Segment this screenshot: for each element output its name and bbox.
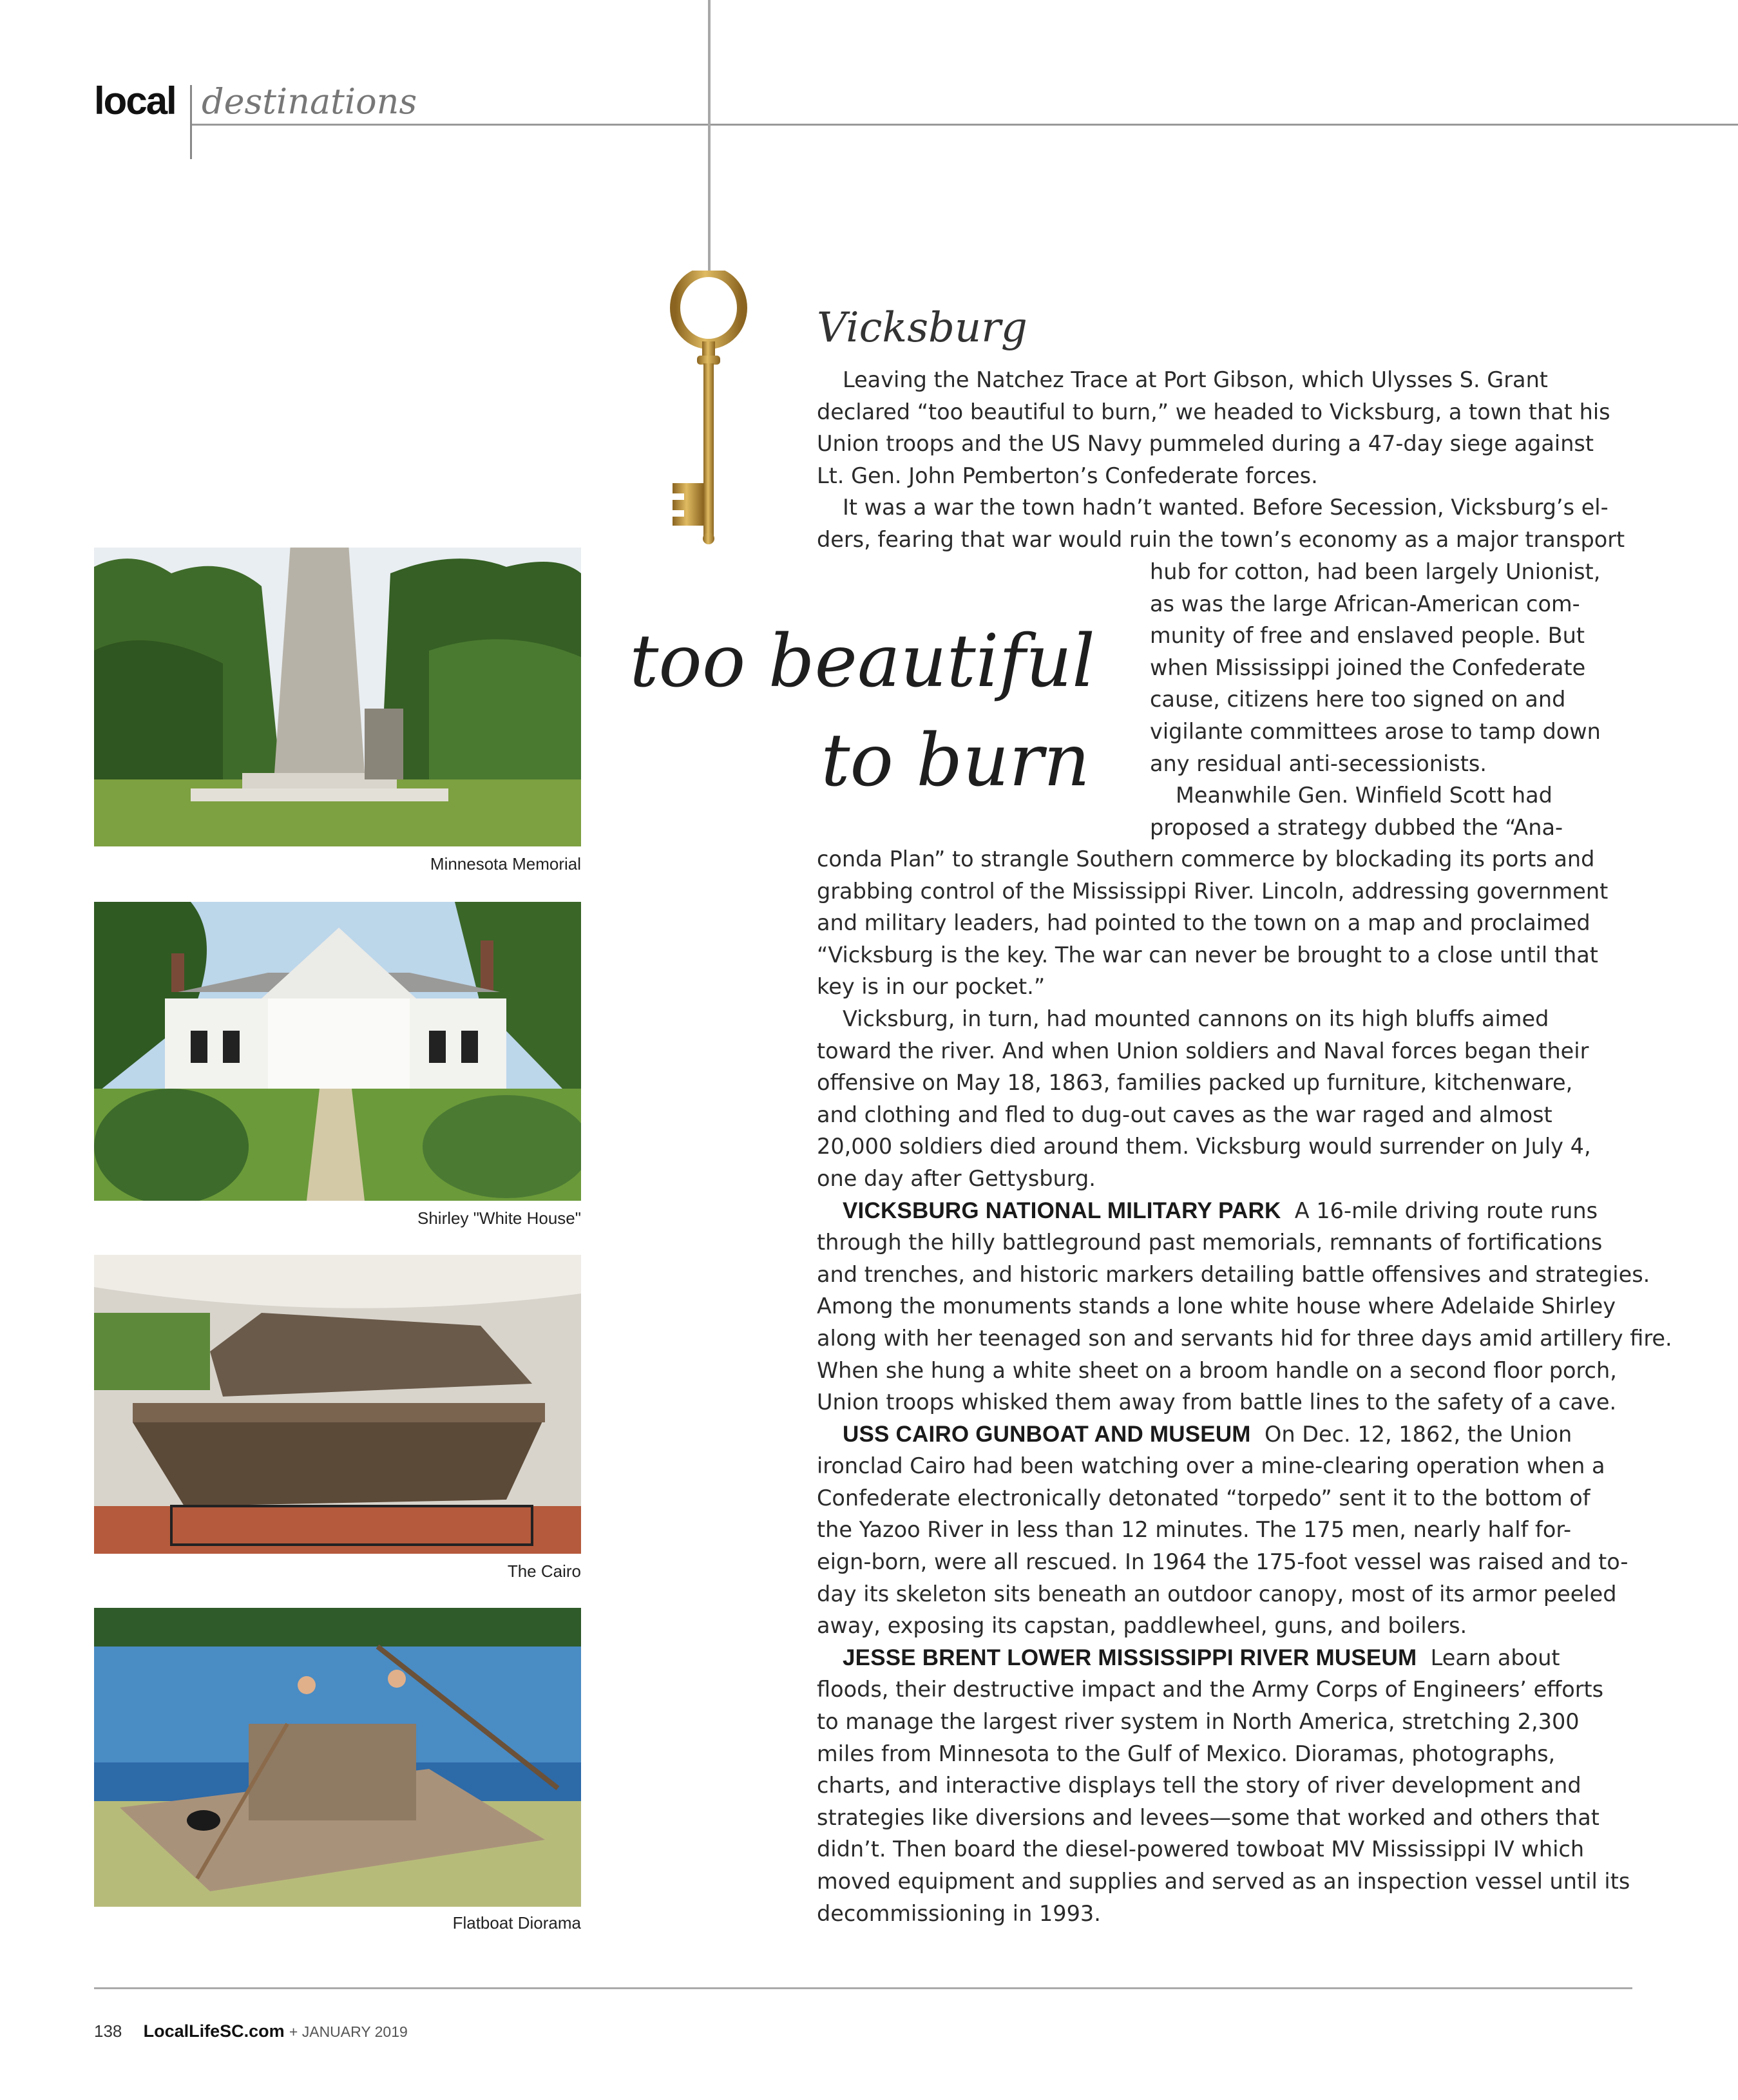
caption-shirley-house: Shirley "White House" [417,1208,581,1228]
body-line: and military leaders, had pointed to the town on a map and proclaimed [817,910,1590,936]
body-line: moved equipment and supplies and served as an inspection vessel until its [817,1869,1630,1894]
footer-rule [94,1987,1632,1989]
body-line: away, exposing its capstan, paddlewheel, guns, and boilers. [817,1613,1467,1639]
body-line: Lt. Gen. John Pemberton’s Confederate forces. [817,463,1318,488]
page-number: 138 [94,2021,122,2041]
body-line: key is in our pocket.” [817,974,1046,1000]
site-link[interactable]: LocalLifeSC.com [143,2021,285,2041]
photo-flatboat-diorama [94,1608,581,1907]
section-label: local [94,79,176,122]
body-line: “Vicksburg is the key. The war can never be brought to a close until that [817,942,1598,968]
body-line: and clothing and fled to dug-out caves as the war raged and almost [817,1102,1552,1127]
body-line: On Dec. 12, 1862, the Union [1264,1421,1572,1447]
body-line: decommissioning in 1993. [817,1900,1101,1926]
header-divider [190,85,192,159]
section-uss-cairo [817,1418,1672,1451]
article-body-narrow [1150,556,1601,843]
article-title: Vicksburg [817,304,1027,352]
photo-shirley-house [94,902,581,1201]
body-line: When she hung a white sheet on a broom handle on a second floor porch, [817,1357,1617,1383]
body-line: as was the large African-American com- [1150,591,1580,616]
section-river-museum [817,1642,1672,1674]
body-line: offensive on May 18, 1863, families packed up furniture, kitchenware, [817,1070,1573,1096]
pull-quote [606,612,1095,810]
body-line: grabbing control of the Mississippi River. Lincoln, addressing government [817,878,1609,904]
body-line: Vicksburg, in turn, had mounted cannons on its high bluffs aimed [843,1006,1549,1031]
body-line: eign-born, were all rescued. In 1964 the 175-foot vessel was raised and to- [817,1549,1628,1575]
body-line: 20,000 soldiers died around them. Vicksburg would surrender on July 4, [817,1134,1591,1160]
pull-quote-line-1: too beautiful [629,620,1095,703]
caption-minnesota-memorial: Minnesota Memorial [430,854,581,873]
body-line: and trenches, and historic markers detailing battle offensives and strategies. [817,1261,1650,1287]
section-heading: JESSE BRENT LOWER MISSISSIPPI RIVER MUSEUM [843,1645,1417,1670]
article-body-top [817,364,1625,556]
body-line: declared “too beautiful to burn,” we headed to Vicksburg, a town that his [817,399,1610,425]
section-vicksburg-park [817,1195,1672,1227]
body-line: one day after Gettysburg. [817,1165,1096,1191]
caption-cairo: The Cairo [507,1561,581,1581]
body-line: Confederate electronically detonated “torpedo” sent it to the bottom of [817,1485,1590,1511]
body-line: ironclad Cairo had been watching over a mine-clearing operation when a [817,1453,1605,1479]
caption-flatboat-diorama: Flatboat Diorama [452,1913,581,1933]
body-line: floods, their destructive impact and the Army Corps of Engineers’ efforts [817,1677,1604,1703]
body-line: It was a war the town hadn’t wanted. Before Secession, Vicksburg’s el- [843,495,1609,520]
section-heading: VICKSBURG NATIONAL MILITARY PARK [843,1198,1281,1223]
body-line: to manage the largest river system in North America, stretching 2,300 [817,1709,1580,1735]
body-line: toward the river. And when Union soldiers and Naval forces began their [817,1038,1589,1064]
body-line: hub for cotton, had been largely Unionist, [1150,559,1601,584]
header-rule [192,124,1738,126]
key-icon [664,271,754,548]
body-line: Meanwhile Gen. Winfield Scott had [1176,783,1552,808]
body-line: didn’t. Then board the diesel-powered towboat MV Mississippi IV which [817,1837,1585,1862]
subsection-label: destinations [202,81,417,122]
body-line: proposed a strategy dubbed the “Ana- [1150,814,1563,840]
body-line: munity of free and enslaved people. But [1150,623,1585,649]
pull-quote-line-2: to burn [821,719,1090,803]
photo-minnesota-memorial [94,548,581,846]
body-line: through the hilly battleground past memorials, remnants of fortifications [817,1230,1603,1255]
body-line: any residual anti-secessionists. [1150,750,1487,776]
body-line: Union troops and the US Navy pummeled during a 47-day siege against [817,431,1594,457]
body-line: day its skeleton sits beneath an outdoor canopy, most of its armor peeled [817,1581,1617,1607]
footer [94,2021,408,2041]
body-line: ders, fearing that war would ruin the town’s economy as a major transport [817,526,1625,552]
body-line: charts, and interactive displays tell the story of river development and [817,1773,1581,1799]
body-line: Leaving the Natchez Trace at Port Gibson, which Ulysses S. Grant [843,367,1548,392]
section-heading: USS CAIRO GUNBOAT AND MUSEUM [843,1421,1251,1447]
body-line: conda Plan” to strangle Southern commerce by blockading its ports and [817,846,1595,872]
body-line: Among the monuments stands a lone white house where Adelaide Shirley [817,1293,1616,1319]
body-line: strategies like diversions and levees—some that worked and others that [817,1804,1600,1830]
body-line: Learn about [1430,1645,1560,1670]
body-line: when Mississippi joined the Confederate [1150,654,1586,680]
key-string [708,0,711,276]
body-line: miles from Minnesota to the Gulf of Mexico. Dioramas, photographs, [817,1741,1556,1766]
photo-cairo-gunboat [94,1255,581,1554]
body-line: Union troops whisked them away from battle lines to the safety of a cave. [817,1389,1617,1415]
body-line: A 16-mile driving route runs [1294,1198,1598,1223]
body-line: cause, citizens here too signed on and [1150,687,1566,712]
body-line: vigilante committees arose to tamp down [1150,718,1601,744]
article-body-main [817,843,1672,1929]
body-line: along with her teenaged son and servants hid for three days amid artillery fire. [817,1325,1672,1351]
body-line: the Yazoo River in less than 12 minutes. The 175 men, nearly half for- [817,1517,1572,1543]
issue-date: + JANUARY 2019 [289,2023,408,2040]
